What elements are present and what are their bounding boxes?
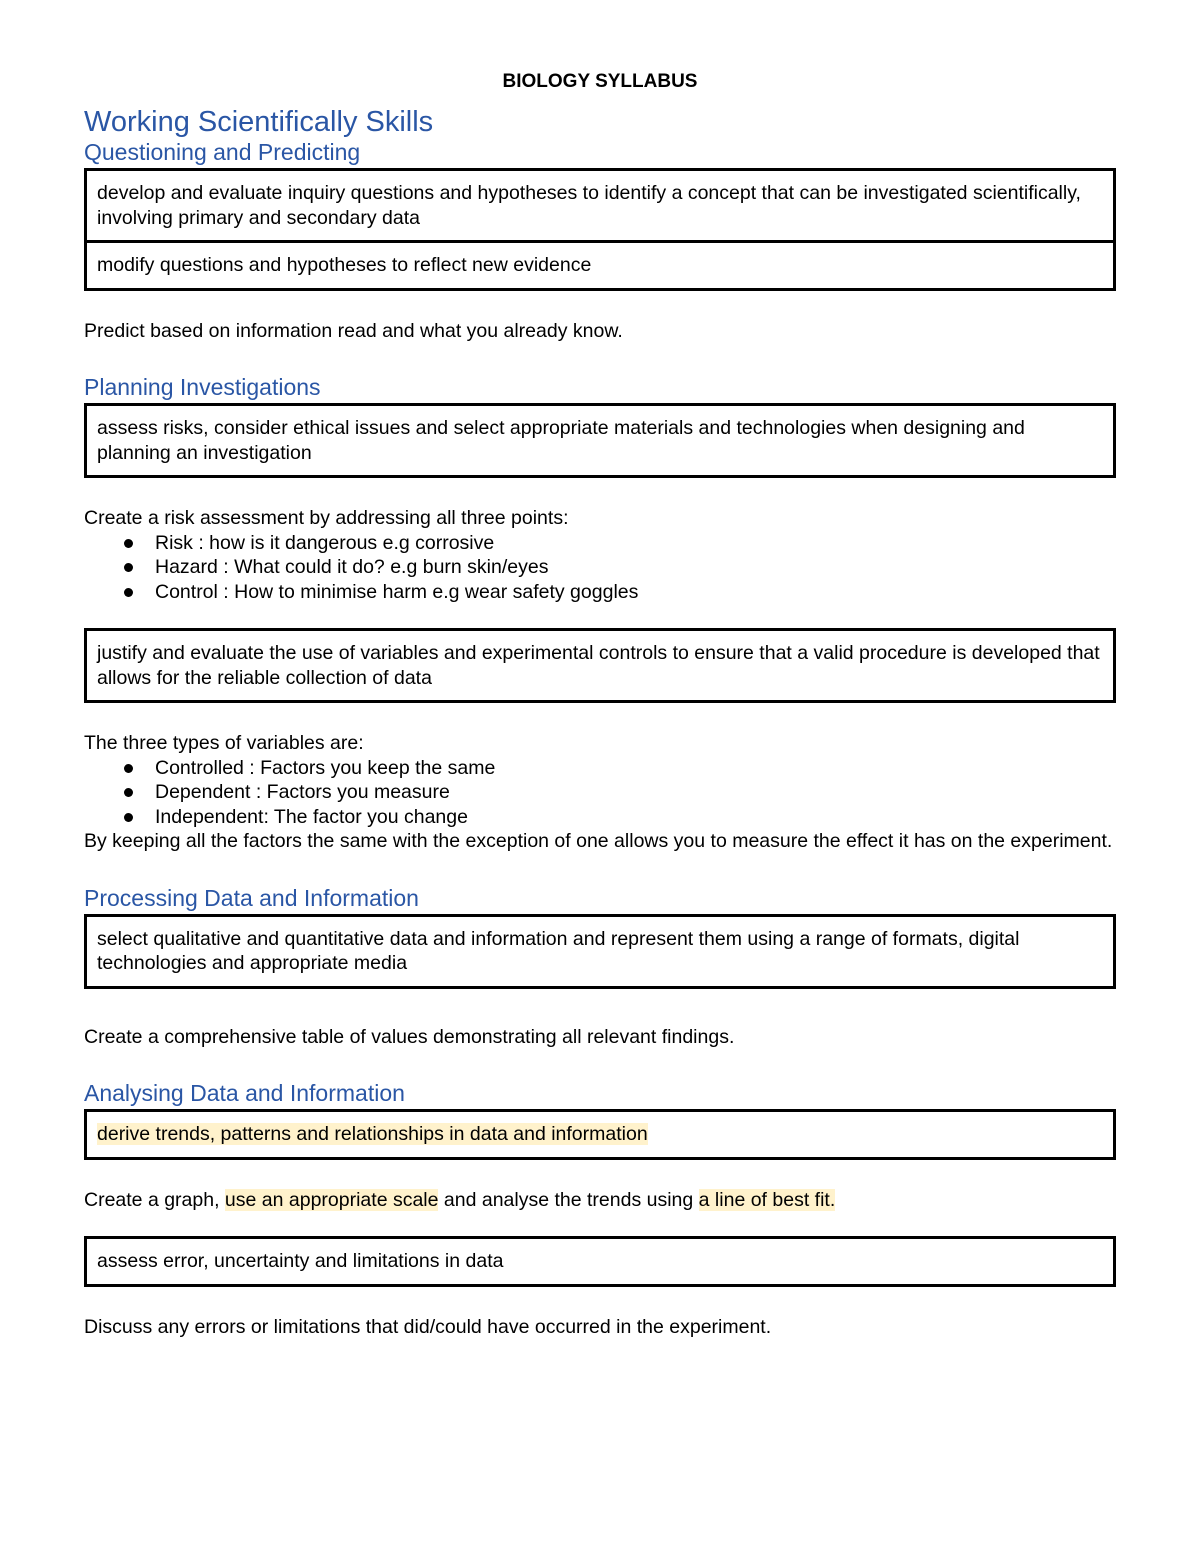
list-item <box>124 580 1116 605</box>
text-segment: Create a graph, <box>84 1188 225 1211</box>
list-item <box>124 780 1116 805</box>
graph-note-text <box>84 1188 1116 1213</box>
outcome-cell: justify and evaluate the use of variables and experimental controls to ensure that a valid procedure is developed that allows for the reliable collection of data <box>97 642 1100 689</box>
outcome-table-questioning <box>84 168 1116 291</box>
bullet-icon <box>124 813 133 822</box>
section-processing <box>84 884 1116 1050</box>
outcome-table-planning-variables <box>84 628 1116 703</box>
note-text: Discuss any errors or limitations that did/could have occurred in the experiment. <box>84 1315 772 1338</box>
section-heading-processing: Processing Data and Information <box>84 884 419 911</box>
outcome-table-analysing-trends <box>84 1109 1116 1160</box>
highlighted-text: derive trends, patterns and relationships in data and information <box>97 1123 648 1145</box>
list-item-text: Independent: The factor you change <box>155 805 468 828</box>
list-item <box>124 756 1116 781</box>
outcome-table-analysing-error <box>84 1236 1116 1287</box>
main-heading: Working Scientifically Skills <box>84 106 434 138</box>
bullet-icon <box>124 588 133 597</box>
variables-note-text: By keeping all the factors the same with the exception of one allows you to measure the effect it has on the experiment. <box>84 830 1113 852</box>
section-planning <box>84 373 1116 854</box>
document-page <box>84 68 1116 1339</box>
note-text: Create a comprehensive table of values demonstrating all relevant findings. <box>84 1025 735 1048</box>
list-item-text: Risk : how is it dangerous e.g corrosive <box>155 531 495 554</box>
list-item-text: Controlled : Factors you keep the same <box>155 756 496 779</box>
bullet-icon <box>124 539 133 548</box>
variables-list <box>84 756 1116 830</box>
outcome-cell <box>87 1112 1113 1157</box>
outcome-cell: modify questions and hypotheses to reflect new evidence <box>87 240 1113 288</box>
text-segment: and analyse the trends using <box>438 1188 699 1211</box>
list-item-text: Control : How to minimise harm e.g wear safety goggles <box>155 580 639 603</box>
list-item-text: Dependent : Factors you measure <box>155 781 450 803</box>
outcome-cell: develop and evaluate inquiry questions and hypotheses to identify a concept that can be investigated scientifically, involving primary and secondary data <box>97 182 1081 229</box>
outcome-table-planning-risk <box>84 403 1116 478</box>
outcome-table-processing <box>84 914 1116 989</box>
note-text: Predict based on information read and what you already know. <box>84 319 623 342</box>
section-heading-planning: Planning Investigations <box>84 374 321 400</box>
outcome-cell: assess error, uncertainty and limitations in data <box>97 1250 504 1272</box>
section-heading-questioning: Questioning and Predicting <box>84 139 361 165</box>
section-analysing <box>84 1079 1116 1339</box>
highlighted-text: use an appropriate scale <box>224 1188 439 1211</box>
highlighted-text: a line of best fit. <box>698 1188 836 1211</box>
risk-points-list <box>84 531 1116 605</box>
outcome-cell: select qualitative and quantitative data and information and represent them using a range of formats, digital technologies and appropriate media <box>97 927 1020 974</box>
list-item <box>124 531 1116 556</box>
document-title: BIOLOGY SYLLABUS <box>502 71 698 92</box>
outcome-cell: assess risks, consider ethical issues and select appropriate materials and technologies when designing and planning an investigation <box>97 417 1025 464</box>
risk-intro-text: Create a risk assessment by addressing all three points: <box>84 507 569 529</box>
bullet-icon <box>124 764 133 773</box>
bullet-icon <box>124 788 133 797</box>
list-item <box>124 805 1116 830</box>
section-questioning <box>84 138 1116 343</box>
variables-intro-text: The three types of variables are: <box>84 732 364 754</box>
bullet-icon <box>124 563 133 572</box>
list-item <box>124 555 1116 580</box>
list-item-text: Hazard : What could it do? e.g burn skin/eyes <box>155 556 549 578</box>
section-heading-analysing: Analysing Data and Information <box>84 1080 405 1106</box>
